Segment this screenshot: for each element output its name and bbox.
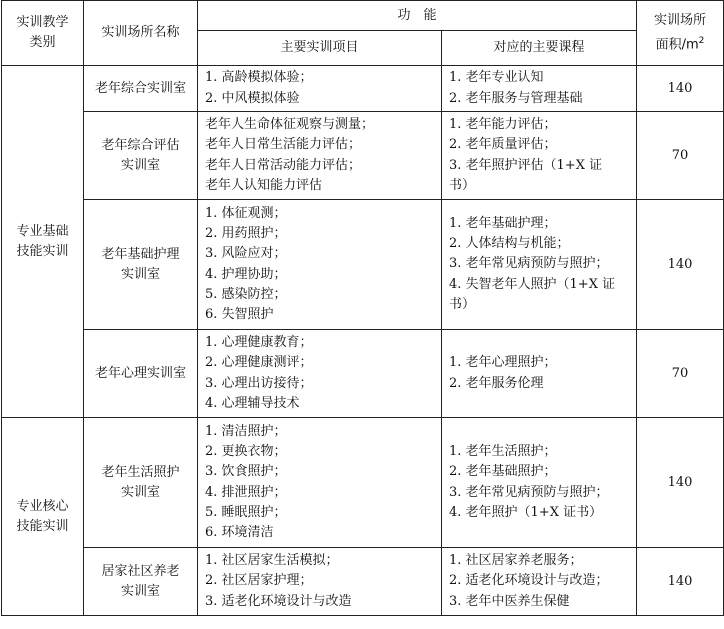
projects-cell: 1. 心理健康教育； 2. 心理健康测评； 3. 心理出访接待； 4. 心理辅导技术 xyxy=(198,330,442,418)
header-projects: 主要实训项目 xyxy=(198,31,442,66)
header-area-line1: 实训场所 xyxy=(654,12,707,28)
training-facilities-table xyxy=(1,0,724,616)
area-cell: 140 xyxy=(637,548,724,616)
courses-cell: 1. 老年生活照护； 2. 老年基础照护； 3. 老年常见病预防与照护； 4. 老年照护（1+X 证书） xyxy=(442,418,637,548)
header-courses: 对应的主要课程 xyxy=(442,31,637,66)
projects-cell: 1. 社区居家生活模拟； 2. 社区居家护理； 3. 适老化环境设计与改造 xyxy=(198,548,442,616)
site-name-cell: 老年生活照护实训室 xyxy=(84,418,198,548)
site-name-cell: 居家社区养老实训室 xyxy=(84,548,198,616)
category-cell-core: 专业核心技能实训 xyxy=(2,418,84,616)
header-category: 实训教学类别 xyxy=(2,1,84,66)
category-cell-basic: 专业基础技能实训 xyxy=(2,66,84,418)
courses-cell: 1. 老年心理照护； 2. 老年服务伦理 xyxy=(442,330,637,418)
projects-cell: 1. 体征观测； 2. 用药照护； 3. 风险应对； 4. 护理协助； 5. 感染防控； 6. 失智照护 xyxy=(198,200,442,330)
area-cell: 140 xyxy=(637,418,724,548)
site-name-cell: 老年综合实训室 xyxy=(84,66,198,112)
area-cell: 140 xyxy=(637,200,724,330)
site-name-cell: 老年综合评估实训室 xyxy=(84,112,198,200)
courses-cell: 1. 老年基础护理； 2. 人体结构与机能； 3. 老年常见病预防与照护； 4. 失智老年人照护（1+X 证书） xyxy=(442,200,637,330)
area-cell: 70 xyxy=(637,112,724,200)
projects-cell: 老年人生命体征观察与测量； 老年人日常生活能力评估； 老年人日常活动能力评估； 老年人认知能力评估 xyxy=(198,112,442,200)
projects-cell: 1. 清洁照护； 2. 更换衣物； 3. 饮食照护； 4. 排泄照护； 5. 睡眠照护； 6. 环境清洁 xyxy=(198,418,442,548)
projects-cell: 1. 高龄模拟体验； 2. 中风模拟体验 xyxy=(198,66,442,112)
site-name-cell: 老年基础护理实训室 xyxy=(84,200,198,330)
header-area xyxy=(637,1,724,66)
site-name-cell: 老年心理实训室 xyxy=(84,330,198,418)
area-cell: 70 xyxy=(637,330,724,418)
courses-cell: 1. 社区居家养老服务； 2. 适老化环境设计与改造； 3. 老年中医养生保健 xyxy=(442,548,637,616)
header-area-line2: 面积$/m^2$ xyxy=(655,35,705,53)
header-function: 功 能 xyxy=(198,1,637,31)
courses-cell: 1. 老年专业认知 2. 老年服务与管理基础 xyxy=(442,66,637,112)
header-site-name: 实训场所名称 xyxy=(84,1,198,66)
courses-cell: 1. 老年能力评估； 2. 老年质量评估； 3. 老年照护评估（1+X 证书） xyxy=(442,112,637,200)
area-cell: 140 xyxy=(637,66,724,112)
